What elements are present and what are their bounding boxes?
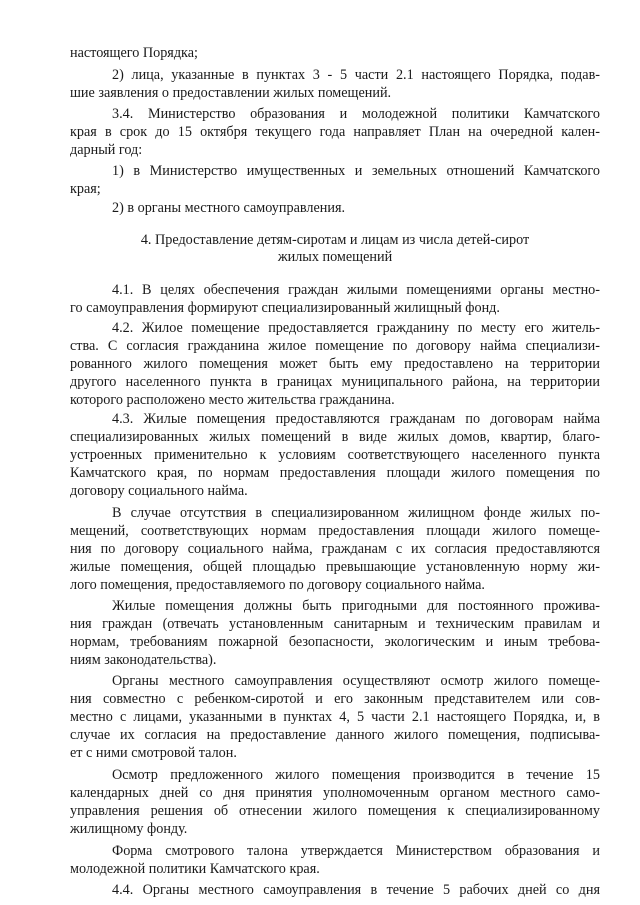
text-line: края; [70,181,101,197]
text-line: договору социального найма. [70,483,248,499]
text-line: Органы местного самоуправления осуществляют осмотр жилого помеще- [112,673,600,689]
text-line: лого помещения, предоставляемого по договору социального найма. [70,577,485,593]
text-line: календарных дней со дня принятия уполномоченным органом местного само- [70,785,600,801]
text-line: 2) лица, указанные в пунктах 3 - 5 части 2.1 настоящего Порядка, подав- [112,67,600,83]
text-line: жилые помещения, общей площадью превышающие установленную норму жи- [70,559,600,575]
text-line: 4.4. Органы местного самоуправления в течение 5 рабочих дней со дня [112,882,600,898]
text-line: 1) в Министерство имущественных и земельных отношений Камчатского [112,163,600,179]
text-line: устроенных применительно к условиям соответствующего населенного пункта [70,447,600,463]
text-line: ния граждан (отвечать установленным санитарным и техническим правилам и [70,616,600,632]
text-line: нормам, требованиям пожарной безопасности, экологическим и иным требова- [70,634,600,650]
text-line: другого населенного пункта в границах муниципального района, на территории [70,374,600,390]
text-line: 4.3. Жилые помещения предоставляются гражданам по договорам найма [112,411,600,427]
text-line: Жилые помещения должны быть пригодными для постоянного прожива- [112,598,600,614]
section-heading: 4. Предоставление детям-сиротам и лицам из числа детей-сирот [140,232,530,248]
text-line: 3.4. Министерство образования и молодежной политики Камчатского [112,106,600,122]
section-heading: жилых помещений [277,249,393,265]
text-line: Осмотр предложенного жилого помещения производится в течение 15 [112,767,600,783]
text-line: 4.1. В целях обеспечения граждан жилыми помещениями органы местно- [112,282,600,298]
text-line: рованного жилого помещения может быть ему предоставлено на территории [70,356,600,372]
text-line: 2) в органы местного самоуправления. [112,200,346,216]
text-line: ства. С согласия гражданина жилое помещение по договору найма специализи- [70,338,600,354]
text-line: случае их согласия на предоставление данного жилого помещения, подписыва- [70,727,600,743]
text-line: Форма смотрового талона утверждается Министерством образования и [112,843,600,859]
text-line: жилищному фонду. [70,821,188,837]
text-line: шие заявления о предоставлении жилых помещений. [70,85,392,101]
text-line: управления решения об отнесении жилого помещения к специализированному [70,803,600,819]
text-line: ния совместно с ребенком-сиротой и его законным представителем или сов- [70,691,600,707]
text-line: ния по договору социального найма, гражданам с их согласия предоставляются [70,541,600,557]
text-line: Камчатского края, по нормам предоставления площади жилого помещения по [70,465,600,481]
text-line: молодежной политики Камчатского края. [70,861,320,877]
text-line: ниям законодательства). [70,652,217,668]
text-line: В случае отсутствия в специализированном жилищном фонде жилых по- [112,505,600,521]
text-line: 4.2. Жилое помещение предоставляется гражданину по месту его житель- [112,320,600,336]
text-line: которого расположено место жительства гражданина. [70,392,395,408]
text-line: края в срок до 15 октября текущего года направляет План на очередной кален- [70,124,600,140]
text-line: специализированных жилых помещений в виде жилых домов, квартир, благо- [70,429,600,445]
text-line: местно с лицами, указанными в пунктах 4, 5 части 2.1 настоящего Порядка, и, в [70,709,600,725]
text-line: ет с ними смотровой талон. [70,745,237,761]
text-line: дарный год: [70,142,143,158]
text-line: го самоуправления формируют специализированный жилищный фонд. [70,300,500,316]
text-line: настоящего Порядка; [70,45,198,61]
text-line: мещений, соответствующих нормам предоставления площади жилого помеще- [70,523,600,539]
